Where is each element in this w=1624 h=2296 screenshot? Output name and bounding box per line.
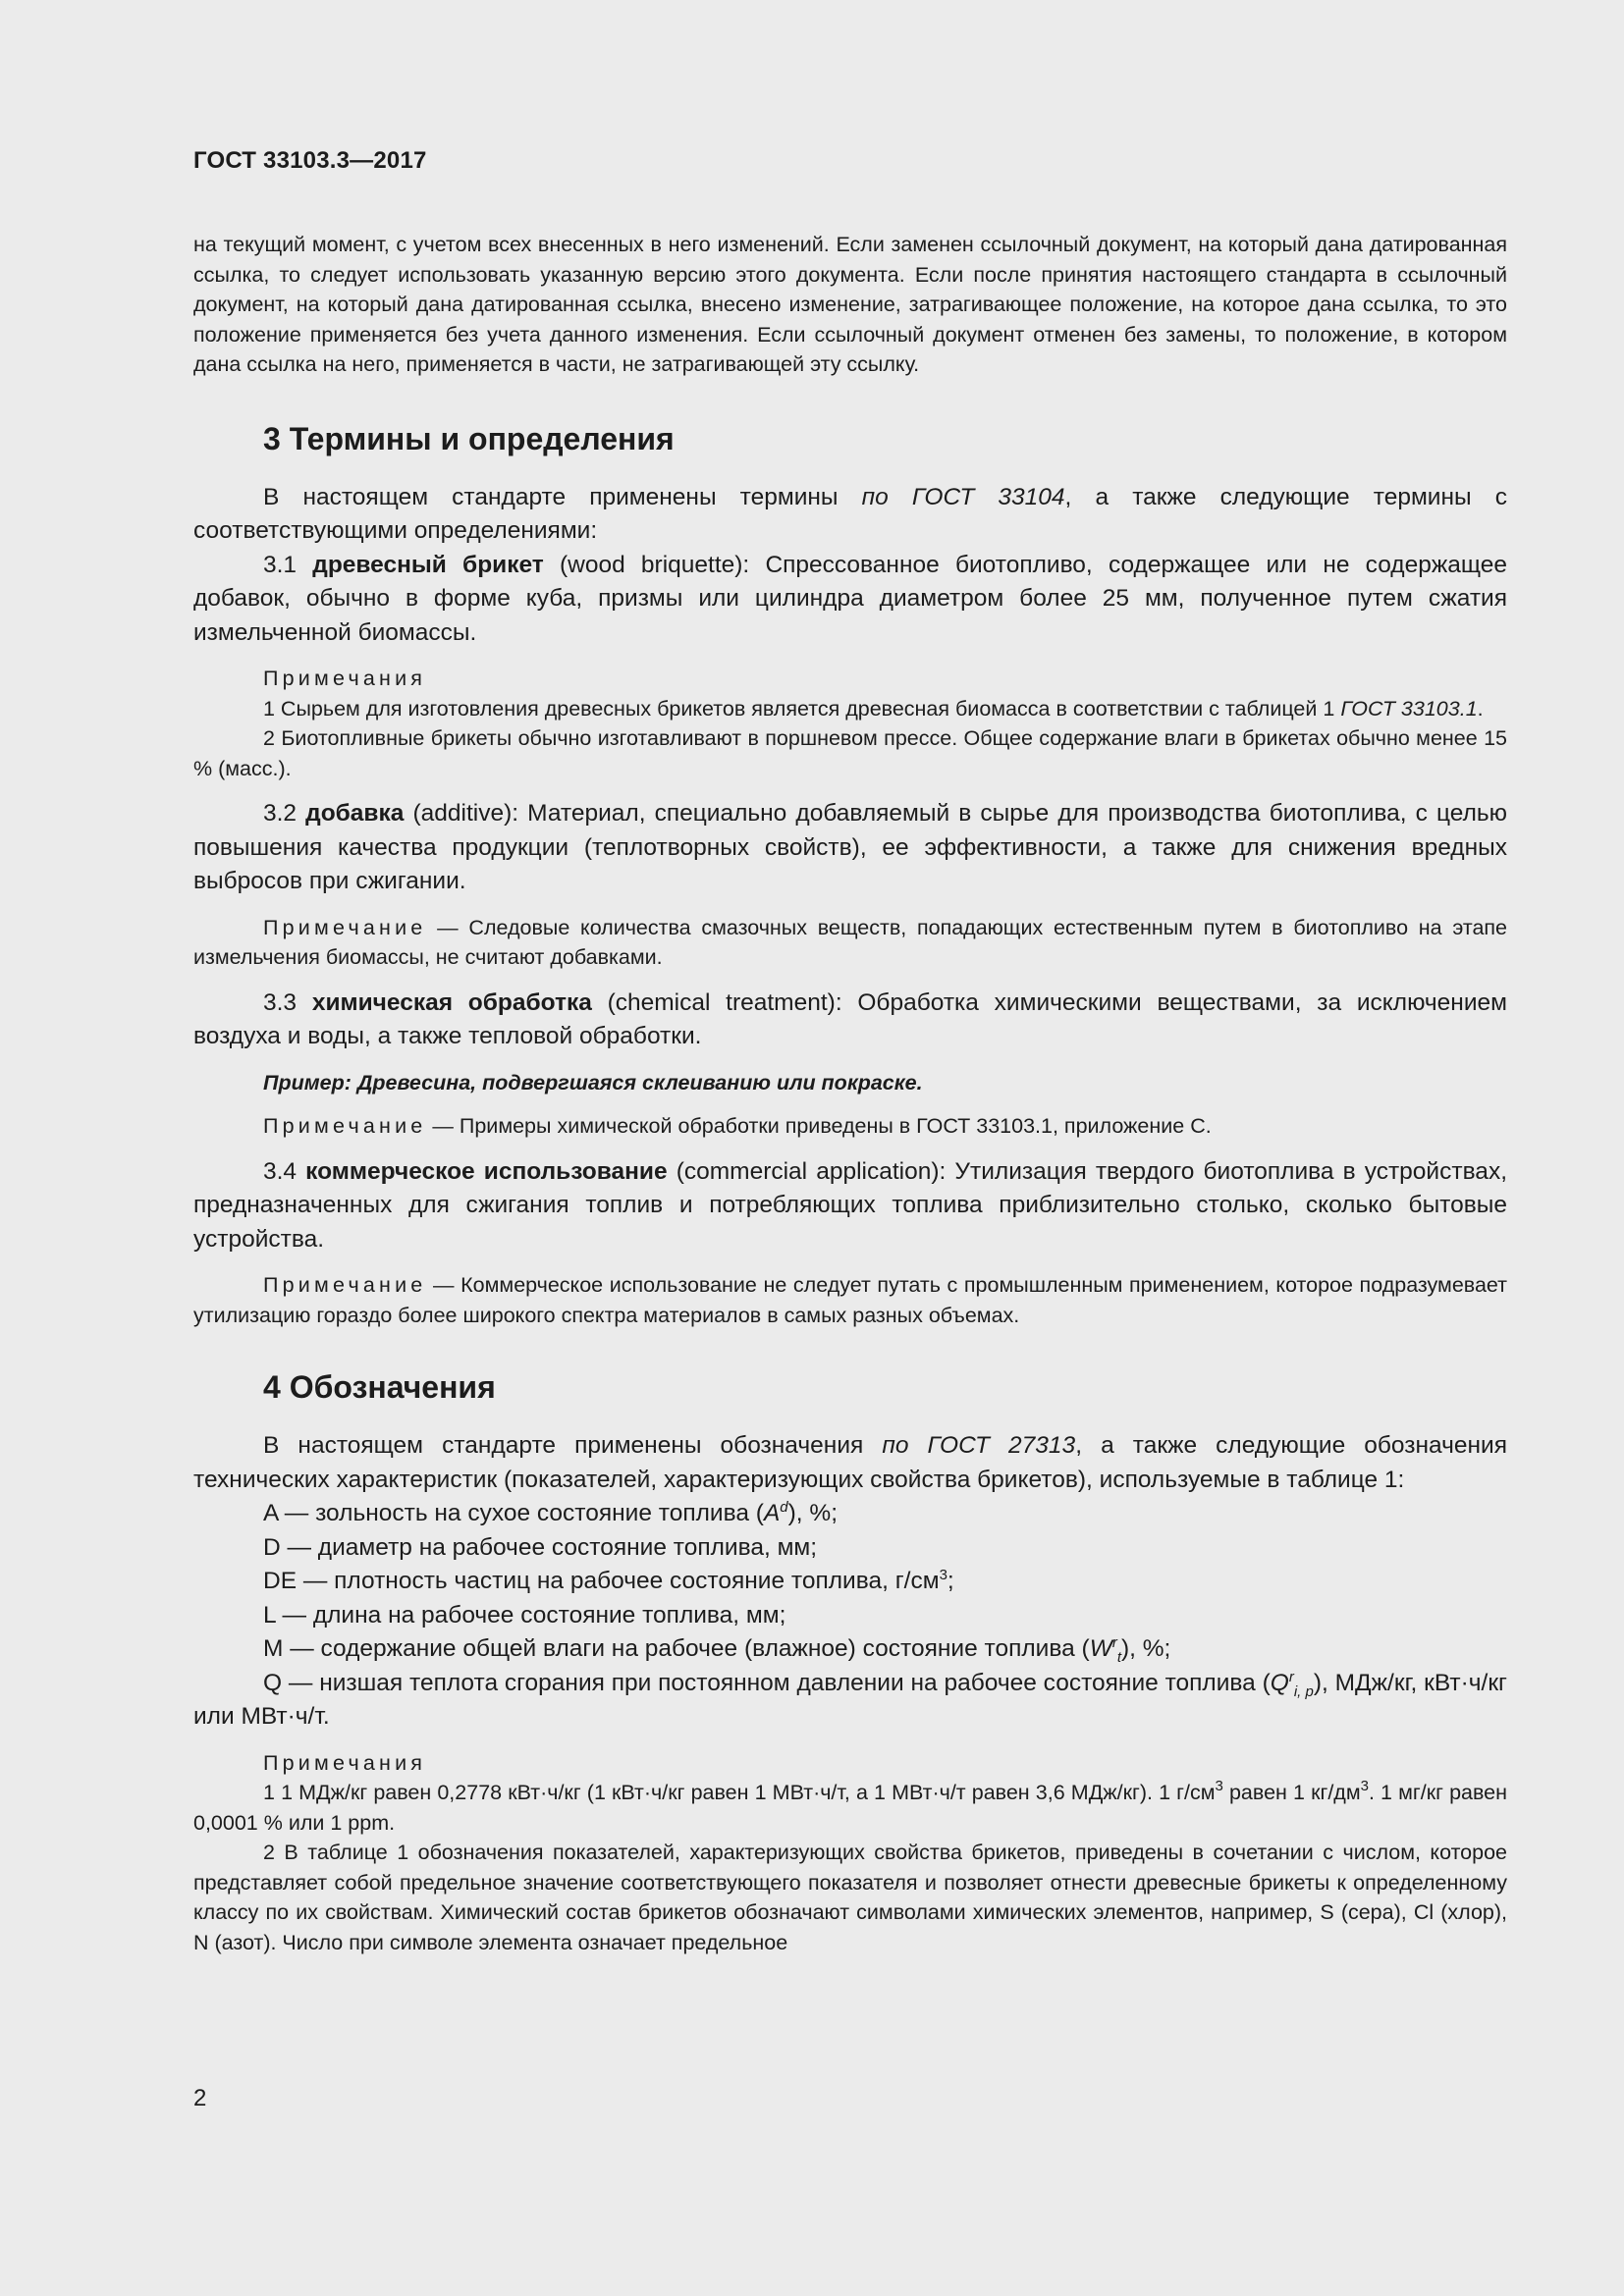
section-3-intro: В настоящем стандарте применены термины по ГОСТ 33104, а также следующие термины с соответствующими определениями: (193, 483, 1507, 544)
section-3-title: 3 Термины и определения (263, 420, 675, 456)
notes-label-3-1: Примечания (263, 667, 427, 690)
term-3-2: 3.2 добавка (additive): Материал, специально добавляемый в сырье для производства биотоплива, с целью повышения качества продукции (теплотворных свойств), ее эффективности, а также для снижения вредных выбросов при сжигании. (193, 800, 1507, 894)
section-4-title: 4 Обозначения (263, 1369, 496, 1405)
note-3-3: Примечание — Примеры химической обработки приведены в ГОСТ 33103.1, приложение С. (263, 1114, 1212, 1138)
term-3-3: 3.3 химическая обработка (chemical treatment): Обработка химическими веществами, за исключением воздуха и воды, а также тепловой обработки. (193, 988, 1507, 1049)
note-3-2: Примечание — Следовые количества смазочных веществ, попадающих естественным путем в биотопливо на этапе измельчения биомассы, не считают добавками. (193, 915, 1507, 969)
example-3-3: Пример: Древесина, подвергшаяся склеиванию или покраске. (263, 1070, 923, 1095)
term-3-4-name: коммерческое использование (305, 1157, 668, 1185)
designation-d: D — диаметр на рабочее состояние топлива, мм; (263, 1533, 818, 1561)
term-3-2-name: добавка (305, 800, 405, 827)
document-page (193, 147, 1507, 1957)
intro-paragraph: на текущий момент, с учетом всех внесенных в него изменений. Если заменен ссылочный документ, на который дана датированная ссылка, то следует использовать указанную версию этого документа. Если после принятия настоящего стандарта в ссылочный документ, на который дана датированная ссылка, внесено изменение, затрагивающее положение, на которое дана ссылка, то это положение применяется без учета данного изменения. Если ссылочный документ отменен без замены, то положение, в котором дана ссылка на него, применяется в части, не затрагивающей эту ссылку. (193, 233, 1507, 376)
gost-33104-reference: по ГОСТ 33104 (861, 483, 1065, 510)
term-3-1: 3.1 древесный брикет (wood briquette): Спрессованное биотопливо, содержащее или не содержащее добавок, обычно в форме куба, призмы или цилиндра диаметром более 25 мм, полученное путем сжатия измельченной биомассы. (193, 551, 1507, 646)
note-3-1-1: 1 Сырьем для изготовления древесных брикетов является древесная биомасса в соответствии с таблицей 1 ГОСТ 33103.1. (263, 696, 1484, 721)
gost-27313-reference: по ГОСТ 27313 (882, 1432, 1076, 1459)
designation-de: DE — плотность частиц на рабочее состояние топлива, $г/см^3$; (263, 1567, 954, 1594)
designation-a: A — зольность на сухое состояние топлива $(A^d)$, %; (263, 1499, 839, 1526)
gost-33103-1-reference: ГОСТ 33103.1 (1340, 696, 1478, 721)
term-3-3-name: химическая обработка (311, 988, 592, 1016)
designation-q: Q — низшая теплота сгорания при постоянном давлении на рабочее состояние топлива $(Q^r_{i, p})$, МДж/кг, кВт·ч/кг или МВт·ч/т. (193, 1668, 1507, 1730)
designation-m: M — содержание общей влаги на рабочее (влажное) состояние топлива $(W^r_t)$, %; (263, 1634, 1171, 1666)
term-3-4: 3.4 коммерческое использование (commercial application): Утилизация твердого биотоплива в устройствах, предназначенных для сжигания топлив и потребляющих топлива приблизительно столько, сколько бытовые устройства. (193, 1157, 1507, 1253)
section-4-intro: В настоящем стандарте применены обозначения по ГОСТ 27313, а также следующие обозначения технических характеристик (показателей, характеризующих свойства брикетов), используемые в таблице 1: (193, 1432, 1508, 1493)
page-number: 2 (193, 2085, 207, 2111)
designation-l: L — длина на рабочее состояние топлива, мм; (263, 1601, 786, 1629)
note-3-4: Примечание — Коммерческое использование не следует путать с промышленным применением, которое подразумевает утилизацию гораздо более широкого спектра материалов в самых разных объемах. (193, 1273, 1507, 1327)
note-4-2: 2 В таблице 1 обозначения показателей, характеризующих свойства брикетов, приведены в сочетании с числом, которое представляет собой предельное значение соответствующего показателя и позволяет отнести древесные брикеты к определенному классу по их свойствам. Химический состав брикетов обозначают символами химических элементов, например, S (сера), Cl (хлор), N (азот). Число при символе элемента означает предельное (193, 1841, 1507, 1954)
note-4-1: 1 1 МДж/кг равен 0,2778 кВт·ч/кг (1 кВт·ч/кг равен 1 МВт·ч/т, а 1 МВт·ч/т равен 3,6 МДж/кг). 1 $г/см^3$ равен 1 $кг/дм^3$. 1 мг/кг равен 0,0001 % или 1 ppm. (193, 1778, 1507, 1835)
term-3-1-name: древесный брикет (312, 551, 544, 578)
document-code-header: ГОСТ 33103.3—2017 (193, 147, 427, 174)
notes-label-4: Примечания (263, 1750, 427, 1775)
note-3-1-2: 2 Биотопливные брикеты обычно изготавливают в поршневом прессе. Общее содержание влаги в брикетах обычно менее 15 % (масс.). (193, 726, 1507, 780)
